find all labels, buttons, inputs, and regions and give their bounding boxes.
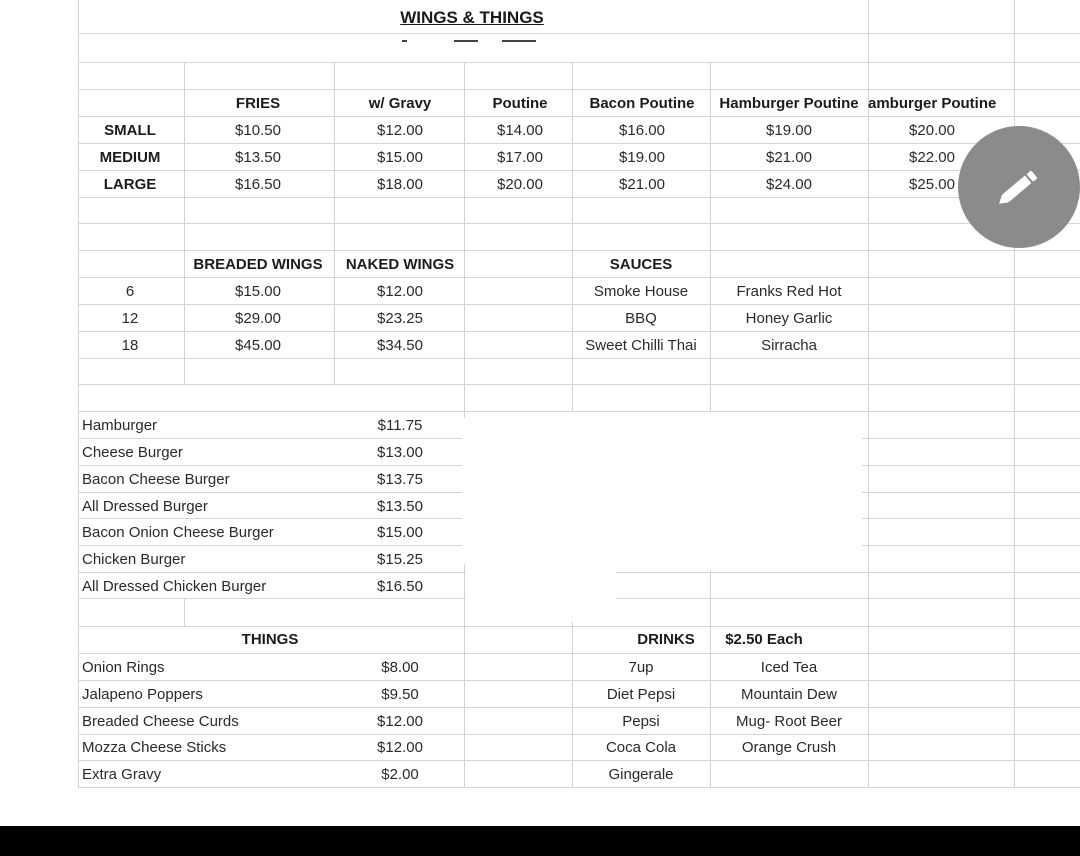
drink-item: Orange Crush (741, 739, 837, 756)
drink-item: Gingerale (608, 766, 674, 783)
grid-line (78, 170, 1080, 171)
price-cell: $14.00 (497, 122, 543, 139)
price-cell: $21.00 (619, 176, 665, 193)
grid-line (78, 358, 1080, 359)
grid-line (78, 384, 1080, 385)
size-label: SMALL (104, 122, 156, 139)
wing-count: 6 (125, 283, 135, 300)
burger-name: Bacon Onion Cheese Burger (82, 524, 274, 541)
header-hamburger-poutine: Hamburger Poutine (719, 95, 859, 112)
thing-price: $12.00 (377, 739, 423, 756)
header-sauces: SAUCES (609, 256, 673, 273)
phone-number-fragment (394, 38, 556, 44)
header-breaded-wings: BREADED WINGS (193, 256, 323, 273)
header-bacon-poutine: Bacon Poutine (589, 95, 695, 112)
price-cell: $12.00 (377, 283, 423, 300)
burger-name: Bacon Cheese Burger (82, 471, 230, 488)
grid-line (78, 33, 1080, 34)
grid-line (78, 0, 79, 788)
burger-name: All Dressed Burger (82, 498, 208, 515)
thing-price: $9.50 (381, 686, 419, 703)
grid-line (868, 0, 869, 788)
thing-price: $8.00 (381, 659, 419, 676)
drink-item: Pepsi (622, 713, 660, 730)
grid-line (78, 331, 1080, 332)
grid-line (78, 734, 1080, 735)
drinks-price-note: $2.50 Each (725, 631, 803, 648)
blank-area (462, 412, 862, 570)
blank-area (466, 560, 616, 622)
drink-item: Mountain Dew (741, 686, 837, 703)
thing-name: Jalapeno Poppers (82, 686, 203, 703)
price-cell: $12.00 (377, 122, 423, 139)
sauce-item: Sirracha (761, 337, 817, 354)
burger-name: Chicken Burger (82, 551, 186, 568)
size-label: LARGE (103, 176, 157, 193)
price-cell: $13.50 (235, 149, 281, 166)
price-cell: $25.00 (909, 176, 955, 193)
burger-price: $13.00 (377, 444, 423, 461)
grid-line (78, 116, 1080, 117)
grid-line (184, 598, 185, 626)
wing-count: 12 (121, 310, 139, 327)
burger-price: $15.25 (377, 551, 423, 568)
grid-line (78, 760, 1080, 761)
header-poutine: Poutine (492, 95, 548, 112)
page-title: WINGS & THINGS (400, 8, 544, 27)
price-cell: $18.00 (377, 176, 423, 193)
price-cell: $17.00 (497, 149, 543, 166)
price-cell: $34.50 (377, 337, 423, 354)
grid-line (78, 89, 1080, 90)
price-cell: $15.00 (377, 149, 423, 166)
drink-item: Diet Pepsi (606, 686, 676, 703)
header-fries: FRIES (235, 95, 281, 112)
grid-line (78, 707, 1080, 708)
grid-line (78, 143, 1080, 144)
burger-name: All Dressed Chicken Burger (82, 578, 267, 595)
drink-item: Mug- Root Beer (736, 713, 842, 730)
burger-price: $15.00 (377, 524, 423, 541)
drink-item: Coca Cola (605, 739, 677, 756)
burger-price: $16.50 (377, 578, 423, 595)
burger-name: Cheese Burger (82, 444, 183, 461)
thing-name: Mozza Cheese Sticks (82, 739, 227, 756)
drink-item: Iced Tea (760, 659, 818, 676)
price-cell: $24.00 (766, 176, 812, 193)
price-cell: $19.00 (766, 122, 812, 139)
grid-line (1014, 0, 1015, 788)
bottom-bar (0, 826, 1080, 856)
sauce-item: BBQ (625, 310, 657, 327)
grid-line (78, 277, 1080, 278)
burger-price: $13.50 (377, 498, 423, 515)
sauce-item: Franks Red Hot (736, 283, 842, 300)
header-things: THINGS (241, 631, 299, 648)
header-naked-wings: NAKED WINGS (345, 256, 455, 273)
price-cell: $22.00 (909, 149, 955, 166)
burger-price: $13.75 (377, 471, 423, 488)
price-cell: $21.00 (766, 149, 812, 166)
thing-name: Extra Gravy (82, 766, 162, 783)
price-cell: $19.00 (619, 149, 665, 166)
sauce-item: Sweet Chilli Thai (585, 337, 697, 354)
thing-name: Onion Rings (82, 659, 165, 676)
price-cell: $16.00 (619, 122, 665, 139)
wing-count: 18 (121, 337, 139, 354)
grid-line (78, 223, 1080, 224)
grid-line (78, 62, 1080, 63)
pencil-icon (992, 160, 1046, 214)
burger-name: Hamburger (82, 417, 158, 434)
price-cell: $15.00 (235, 283, 281, 300)
grid-line (78, 626, 1080, 627)
price-cell: $29.00 (235, 310, 281, 327)
grid-line (78, 680, 1080, 681)
price-cell: $20.00 (497, 176, 543, 193)
burger-price: $11.75 (377, 417, 423, 434)
thing-name: Breaded Cheese Curds (82, 713, 239, 730)
grid-line (78, 197, 1080, 198)
edit-button[interactable] (958, 126, 1080, 248)
header-hamburger-poutine-overflow: amburger Poutine (868, 95, 997, 112)
price-cell: $20.00 (909, 122, 955, 139)
blank-area (0, 0, 78, 826)
price-cell: $45.00 (235, 337, 281, 354)
grid-line (78, 250, 1080, 251)
sauce-item: Smoke House (593, 283, 689, 300)
blank-area (79, 788, 1080, 826)
price-cell: $16.50 (235, 176, 281, 193)
grid-line (78, 653, 1080, 654)
size-label: MEDIUM (99, 149, 161, 166)
grid-line (78, 304, 1080, 305)
thing-price: $2.00 (381, 766, 419, 783)
price-cell: $10.50 (235, 122, 281, 139)
drink-item: 7up (628, 659, 654, 676)
price-cell: $23.25 (377, 310, 423, 327)
sauce-item: Honey Garlic (745, 310, 833, 327)
thing-price: $12.00 (377, 713, 423, 730)
header-with-gravy: w/ Gravy (368, 95, 432, 112)
header-drinks: DRINKS (637, 631, 695, 648)
